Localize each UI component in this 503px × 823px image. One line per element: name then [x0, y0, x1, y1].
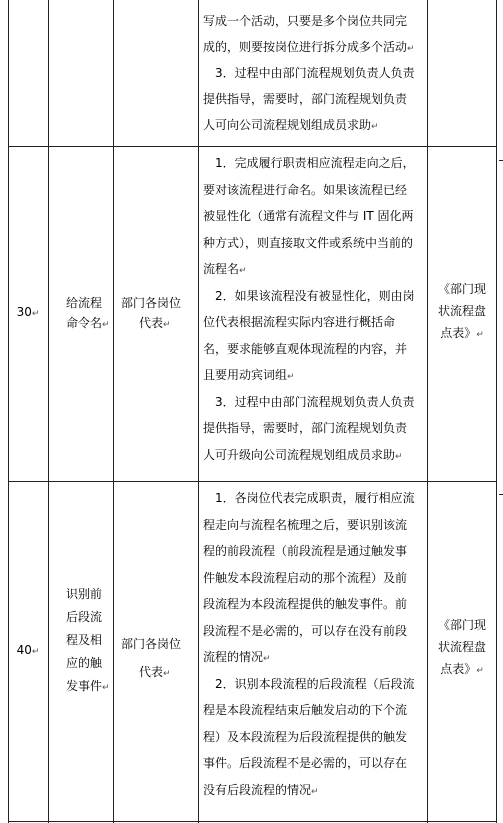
- paragraph-mark: ↵: [163, 320, 171, 330]
- owner-line: 部门各岗位: [121, 296, 182, 310]
- content-line-text: 程）及本段流程为后段流程提供的触发: [203, 729, 408, 744]
- content-line: [203, 87, 423, 113]
- output-line: 状流程盘: [437, 640, 486, 654]
- paragraph-mark: ↵: [102, 683, 110, 693]
- content-line-text: 件触发本段流程启动的那个流程）及前: [203, 570, 408, 585]
- step-line: 命令名: [66, 316, 103, 330]
- edge-tick: [499, 494, 503, 495]
- content-line-text: 3．过程中由部门流程规划负责人负责: [203, 66, 415, 80]
- content-line-text: 提供指导，需要时，部门流程规划负责: [203, 421, 408, 435]
- content-line: [203, 539, 423, 565]
- content-line: [203, 751, 423, 777]
- output-doc: [428, 614, 496, 682]
- content-line-text: 3．过程中由部门流程规划负责人负责: [203, 394, 415, 409]
- col-border: [8, 0, 9, 823]
- content-line: [203, 9, 423, 35]
- output-doc: [428, 278, 496, 346]
- row-number-text: 30: [16, 305, 32, 319]
- output-line: 状流程盘: [437, 304, 486, 318]
- output-line: 点表》: [440, 662, 477, 676]
- content-line: [203, 113, 423, 141]
- col-border: [113, 0, 114, 823]
- row-border: [8, 481, 496, 482]
- content-line: [203, 35, 423, 63]
- content-line: [203, 725, 423, 751]
- content-line: [203, 390, 423, 416]
- content-line-text: 成的，则要按岗位进行拆分成多个活动: [203, 40, 408, 54]
- paragraph-mark: ↵: [163, 669, 171, 679]
- content-line: [203, 231, 423, 257]
- paragraph-mark: ↵: [263, 654, 271, 664]
- step-line: 给流程: [66, 296, 103, 310]
- paragraph-mark: ↵: [371, 122, 379, 132]
- col-border: [427, 0, 428, 823]
- paragraph-mark: ↵: [102, 320, 110, 330]
- owner-line: 代表: [139, 316, 164, 330]
- content-line-text: 被显性化（通常有流程文件与 IT 固化两: [203, 209, 414, 223]
- content-line-text: 人可向公司流程规划组成员求助: [203, 118, 372, 132]
- output-line: 点表》: [440, 326, 477, 340]
- content-line: [203, 513, 423, 539]
- content-line: [203, 566, 423, 592]
- owner: [121, 293, 197, 335]
- content-line-text: 名，要求能够直观体现流程的内容，并: [203, 341, 408, 356]
- step-line: 识别前: [66, 587, 103, 601]
- col-border: [496, 0, 497, 823]
- content-line: [203, 284, 423, 310]
- content-line-text: 段流程为本段流程提供的触发事件。前: [203, 597, 408, 611]
- content-line: [203, 61, 423, 87]
- content-line-text: 1．完成履行职责相应流程走向之后，: [203, 156, 415, 170]
- owner: [121, 630, 197, 688]
- step-line: 后段流: [66, 610, 103, 624]
- output-line: 《部门现: [437, 618, 486, 632]
- content-line-text: 2．识别本段流程的后段流程（后段流: [203, 676, 415, 691]
- owner-line: 部门各岗位: [121, 637, 182, 651]
- paragraph-mark: ↵: [395, 451, 403, 462]
- row-number: [8, 641, 48, 661]
- output-line: 《部门现: [437, 282, 486, 296]
- step-name: [66, 293, 112, 335]
- content-line: [203, 310, 423, 336]
- paragraph-mark: ↵: [31, 309, 40, 319]
- content-line-text: 且要用动宾词组: [203, 368, 288, 382]
- row-border: [8, 146, 496, 147]
- paragraph-mark: ↵: [476, 666, 484, 676]
- content-line: [203, 698, 423, 724]
- paragraph-mark: ↵: [311, 786, 319, 797]
- content-line: [203, 204, 423, 230]
- content-line-text: 流程的情况: [203, 650, 264, 664]
- step-line: 发事件: [66, 679, 103, 693]
- content-line-text: 段流程不是必需的，可以存在没有前段: [203, 623, 408, 638]
- content-line: [203, 778, 423, 806]
- content-line: [203, 443, 423, 471]
- edge-tick: [499, 160, 503, 161]
- content-line: [203, 337, 423, 363]
- content-line: [203, 151, 423, 177]
- row-border: [8, 821, 496, 822]
- content-line-text: 1．各岗位代表完成职责，履行相应流: [203, 491, 415, 505]
- content-line-text: 程走向与流程名梳理之后，要识别该流: [203, 517, 408, 532]
- content-line: [203, 672, 423, 698]
- content-line: [203, 619, 423, 645]
- content-line-text: 写成一个活动，只要是多个岗位共同完: [203, 14, 408, 28]
- content-line: [203, 178, 423, 204]
- col-border: [198, 0, 199, 823]
- content-line-text: 人可升级向公司流程规划组成员求助: [203, 447, 396, 462]
- paragraph-mark: ↵: [287, 372, 295, 382]
- content-line-text: 程是本段流程结束后触发启动的下个流: [203, 703, 408, 717]
- content-line-text: 提供指导，需要时，部门流程规划负责: [203, 92, 408, 106]
- content-line: [203, 645, 423, 673]
- content-line-text: 要对该流程进行命名。如果该流程已经: [203, 182, 408, 197]
- step-line: 程及相: [66, 633, 103, 647]
- row-number-text: 40: [16, 643, 32, 657]
- content-line-text: 程的前段流程（前段流程是通过触发事: [203, 544, 408, 558]
- step-line: 应的触: [66, 656, 103, 670]
- content-line: [203, 416, 423, 442]
- step-name: [66, 583, 112, 700]
- content-line: [203, 257, 423, 285]
- paragraph-mark: ↵: [476, 330, 484, 340]
- content-line-text: 位代表根据流程实际内容进行概括命: [203, 315, 396, 329]
- paragraph-mark: ↵: [31, 647, 40, 657]
- content-line-text: 2．如果该流程没有被显性化，则由岗: [203, 288, 415, 303]
- content-line-text: 流程名: [203, 262, 240, 276]
- row-number: [8, 303, 48, 323]
- content-line: [203, 363, 423, 391]
- content-line: [203, 486, 423, 512]
- content-line-text: 种方式），则直接取文件或系统中当前的: [203, 235, 414, 250]
- content-line: [203, 592, 423, 618]
- paragraph-mark: ↵: [407, 44, 415, 54]
- col-border: [48, 0, 49, 823]
- content-line-text: 事件。后段流程不是必需的，可以存在: [203, 756, 408, 770]
- paragraph-mark: ↵: [239, 266, 247, 276]
- owner-line: 代表: [139, 665, 164, 679]
- content-line-text: 没有后段流程的情况: [203, 782, 312, 797]
